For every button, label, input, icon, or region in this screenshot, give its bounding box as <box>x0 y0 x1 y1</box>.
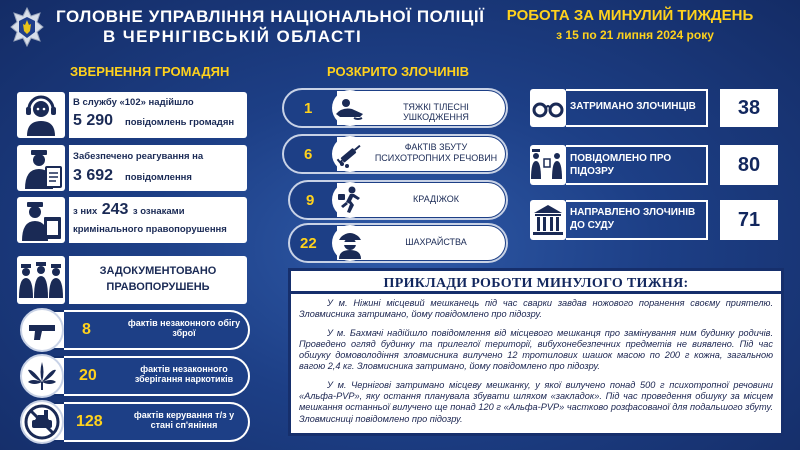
injury-icon <box>332 90 368 126</box>
right-item-suspicion <box>530 145 780 185</box>
documented-header <box>17 256 247 304</box>
calls-number: 5 290 <box>73 112 114 129</box>
documented-item-drugs <box>24 356 250 396</box>
header-line-2: В ЧЕРНІГІВСЬКІЙ ОБЛАСТІ <box>103 27 363 46</box>
fraud-text: ШАХРАЙСТВА <box>405 237 467 247</box>
example-paragraph-2: У м. Бахмачі надійшло повідомлення від місцевого мешканця про замінування ним будинку родичів. Проведено огляд будинку та прилеглої території, вибухонебезпечних предметів не виявлено. Під час обшуку домоволодіння зловмисника вилучено 12 тротилових шашок масою по 200 г кожна, загальною вагою 2,4 кг. Зловмисника затримано, йому повідомлено про підозру. <box>299 327 773 372</box>
no-drunk-driving-icon <box>20 400 64 444</box>
operator-headset-icon <box>17 92 65 138</box>
injury-number: 1 <box>304 100 313 117</box>
weapons-number: 8 <box>82 321 91 338</box>
crimes-title: РОЗКРИТО ЗЛОЧИНІВ <box>327 64 469 79</box>
court-number: 71 <box>737 209 761 231</box>
header-line-1: ГОЛОВНЕ УПРАВЛІННЯ НАЦІОНАЛЬНОЇ ПОЛІЦІЇ <box>56 7 485 26</box>
right-item-court <box>530 200 780 240</box>
documented-item-drunk-driving <box>24 402 250 442</box>
examples-title: ПРИКЛАДИ РОБОТИ МИНУЛОГО ТИЖНЯ: <box>383 276 689 291</box>
report-dates: з 15 по 21 липня 2024 року <box>556 28 714 42</box>
cannabis-leaf-icon <box>20 354 64 398</box>
citizens-title: ЗВЕРНЕННЯ ГРОМАДЯН <box>70 64 230 79</box>
psychotropic-text: ФАКТІВ ЗБУТУ ПСИХОТРОПНИХ РЕЧОВИН <box>374 142 498 163</box>
theft-number: 9 <box>306 192 315 209</box>
fraud-number: 22 <box>300 235 317 252</box>
crime-item-injury <box>282 88 508 128</box>
running-thief-icon <box>332 182 368 218</box>
calls-pre-text: В службу «102» надійшло <box>73 97 194 108</box>
crime-item-theft <box>288 180 508 220</box>
criminal-pre2-text: з ознаками <box>132 206 185 217</box>
documented-item-weapons <box>24 310 250 350</box>
weapons-text: фактів незаконного обігу зброї <box>127 318 241 338</box>
psychotropic-number: 6 <box>304 146 313 163</box>
detained-label: ЗАТРИМАНО ЗЛОЧИНЦІВ <box>570 101 696 112</box>
suspicion-number: 80 <box>737 154 761 176</box>
masked-fraudster-icon <box>332 225 368 261</box>
suspicion-notice-icon <box>530 145 566 185</box>
right-item-detained <box>530 89 780 127</box>
response-number: 3 692 <box>73 167 114 184</box>
crime-item-fraud <box>288 223 508 263</box>
citizens-item-response <box>17 145 247 191</box>
officer-with-book-icon <box>17 197 65 243</box>
response-post-text: повідомлення <box>125 172 192 183</box>
citizens-item-calls <box>17 92 247 138</box>
calls-post-text: повідомлень громадян <box>125 117 235 128</box>
example-paragraph-1: У м. Ніжині місцевий мешканець під час сварки завдав ножового поранення своєму приятелю. Зловмисника затримано, йому повідомлено про підозру. <box>299 298 773 320</box>
crime-item-psychotropic <box>282 134 508 174</box>
report-title: РОБОТА ЗА МИНУЛИЙ ТИЖДЕНЬ <box>506 7 754 24</box>
criminal-post-text: кримінального правопорушення <box>73 224 227 235</box>
police-officer-icon <box>17 145 65 191</box>
drugs-number: 20 <box>79 367 97 384</box>
examples-panel <box>288 268 784 436</box>
theft-text: КРАДІЖОК <box>413 194 459 204</box>
example-paragraph-3: У м. Чернігові затримано місцеву мешканку, у якої вилучено понад 500 г психотропної речовини «Альфа-PVP», яку остання планувала збувати шляхом «закладок». Під час проведення обшуку за місцем мешкання останньої вилучено ще понад 120 г «Альфа-PVP» частково розфасованої для подальшого збуту. Зловмисниці повідомлено про підозру. <box>299 379 773 424</box>
suspicion-label: ПОВІДОМЛЕНО ПРО ПІДОЗРУ <box>570 153 672 177</box>
courthouse-icon <box>530 200 566 240</box>
documented-title-line1: ЗАДОКУМЕНТОВАНО <box>99 265 217 277</box>
documented-title-line2: ПРАВОПОРУШЕНЬ <box>106 281 210 293</box>
criminal-pre-text: з них <box>73 206 98 217</box>
court-label: НАПРАВЛЕНО ЗЛОЧИНІВ ДО СУДУ <box>570 207 696 231</box>
criminal-number: 243 <box>101 201 129 218</box>
injury-text: ТЯЖКІ ТІЛЕСНІ УШКОДЖЕННЯ <box>403 102 469 122</box>
detained-number: 38 <box>737 97 761 119</box>
drunk-driving-text: фактів керування т/з у стані сп'яніння <box>133 410 235 430</box>
drunk-driving-number: 128 <box>76 413 103 430</box>
police-emblem-icon <box>10 7 44 47</box>
pistol-icon <box>20 308 64 352</box>
response-pre-text: Забезпечено реагування на <box>73 151 204 162</box>
citizens-item-criminal <box>17 197 247 243</box>
drugs-text: фактів незаконного зберігання наркотиків <box>134 364 234 384</box>
handcuffs-icon <box>530 89 566 127</box>
police-group-icon <box>17 256 65 304</box>
syringe-icon <box>332 136 368 172</box>
